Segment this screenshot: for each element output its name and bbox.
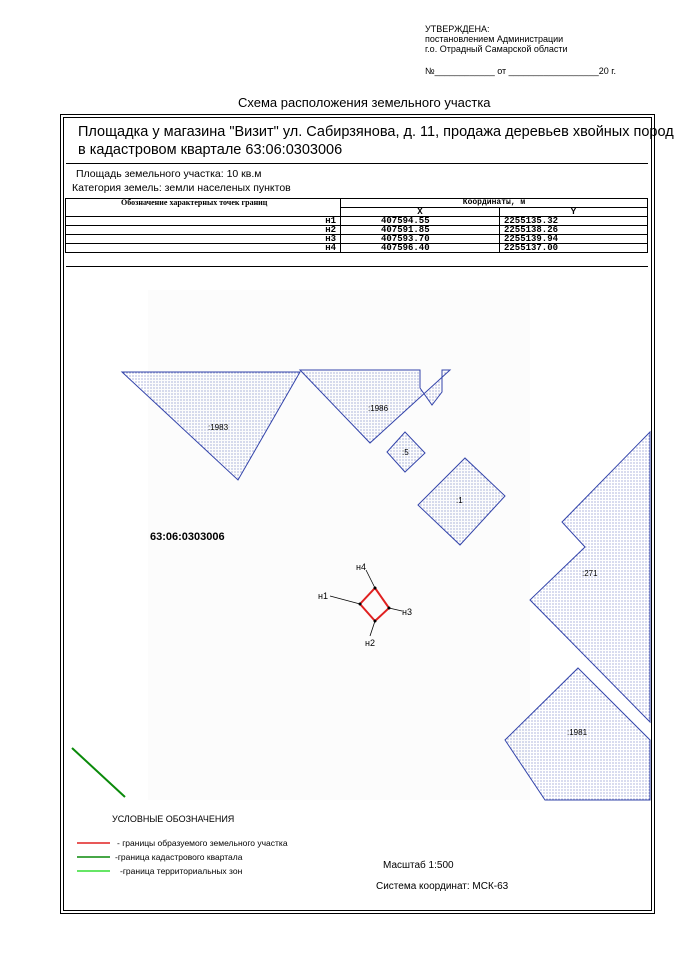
y-cell: 2255135.32: [500, 217, 648, 226]
category-text: Категория земель: земли населеных пунктов: [72, 182, 291, 194]
point-label-n3: н3: [402, 607, 412, 617]
approval-number-line: №____________ от __________________20 г.: [425, 66, 616, 76]
legend-item: -граница кадастрового квартала: [115, 852, 243, 862]
col-points-header: Обозначение характерных точек границ: [66, 199, 341, 217]
point-cell: н2: [66, 226, 341, 235]
legend-title: УСЛОВНЫЕ ОБОЗНАЧЕНИЯ: [112, 814, 235, 824]
quarter-label: 63:06:0303006: [150, 531, 225, 543]
crs-text: Система координат: МСК-63: [376, 881, 509, 892]
map-background: [148, 290, 530, 800]
point-cell: н1: [66, 217, 341, 226]
point-cell: н4: [66, 244, 341, 253]
approval-line1: УТВЕРЖДЕНА:: [425, 24, 490, 34]
quarter-boundary-line: [72, 748, 125, 797]
parcel-label: :1981: [567, 728, 588, 737]
scale-text: Масштаб 1:500: [383, 860, 454, 871]
col-y-header: Y: [500, 208, 648, 217]
col-coords-header: Координаты, м: [341, 199, 648, 208]
y-cell: 2255139.94: [500, 235, 648, 244]
document-title: Схема расположения земельного участка: [238, 95, 491, 110]
point-cell: н3: [66, 235, 341, 244]
x-cell: 407596.40: [341, 244, 500, 253]
area-text: Площадь земельного участка: 10 кв.м: [76, 168, 262, 180]
y-cell: 2255138.26: [500, 226, 648, 235]
point-label-n2: н2: [365, 638, 375, 648]
legend-item: -граница территориальных зон: [120, 866, 243, 876]
parcel-label: :1983: [208, 423, 229, 432]
point-label-n4: н4: [356, 562, 366, 572]
parcel-label: :1986: [368, 404, 389, 413]
title-line2: в кадастровом квартале 63:06:0303006: [78, 142, 343, 158]
x-cell: 407591.85: [341, 226, 500, 235]
x-cell: 407593.70: [341, 235, 500, 244]
y-cell: 2255137.00: [500, 244, 648, 253]
approval-line3: г.о. Отрадный Самарской области: [425, 44, 568, 54]
x-cell: 407594.55: [341, 217, 500, 226]
approval-line2: постановлением Администрации: [425, 34, 564, 44]
parcel-label: :271: [582, 569, 598, 578]
point-label-n1: н1: [318, 591, 328, 601]
legend-item: - границы образуемого земельного участка: [117, 838, 288, 848]
title-line1: Площадка у магазина "Визит" ул. Сабирзянова, д. 11, продажа деревьев хвойных пород: [78, 124, 674, 140]
col-x-header: X: [341, 208, 500, 217]
parcel-label: :1: [456, 496, 463, 505]
parcel-label: :5: [402, 448, 409, 457]
